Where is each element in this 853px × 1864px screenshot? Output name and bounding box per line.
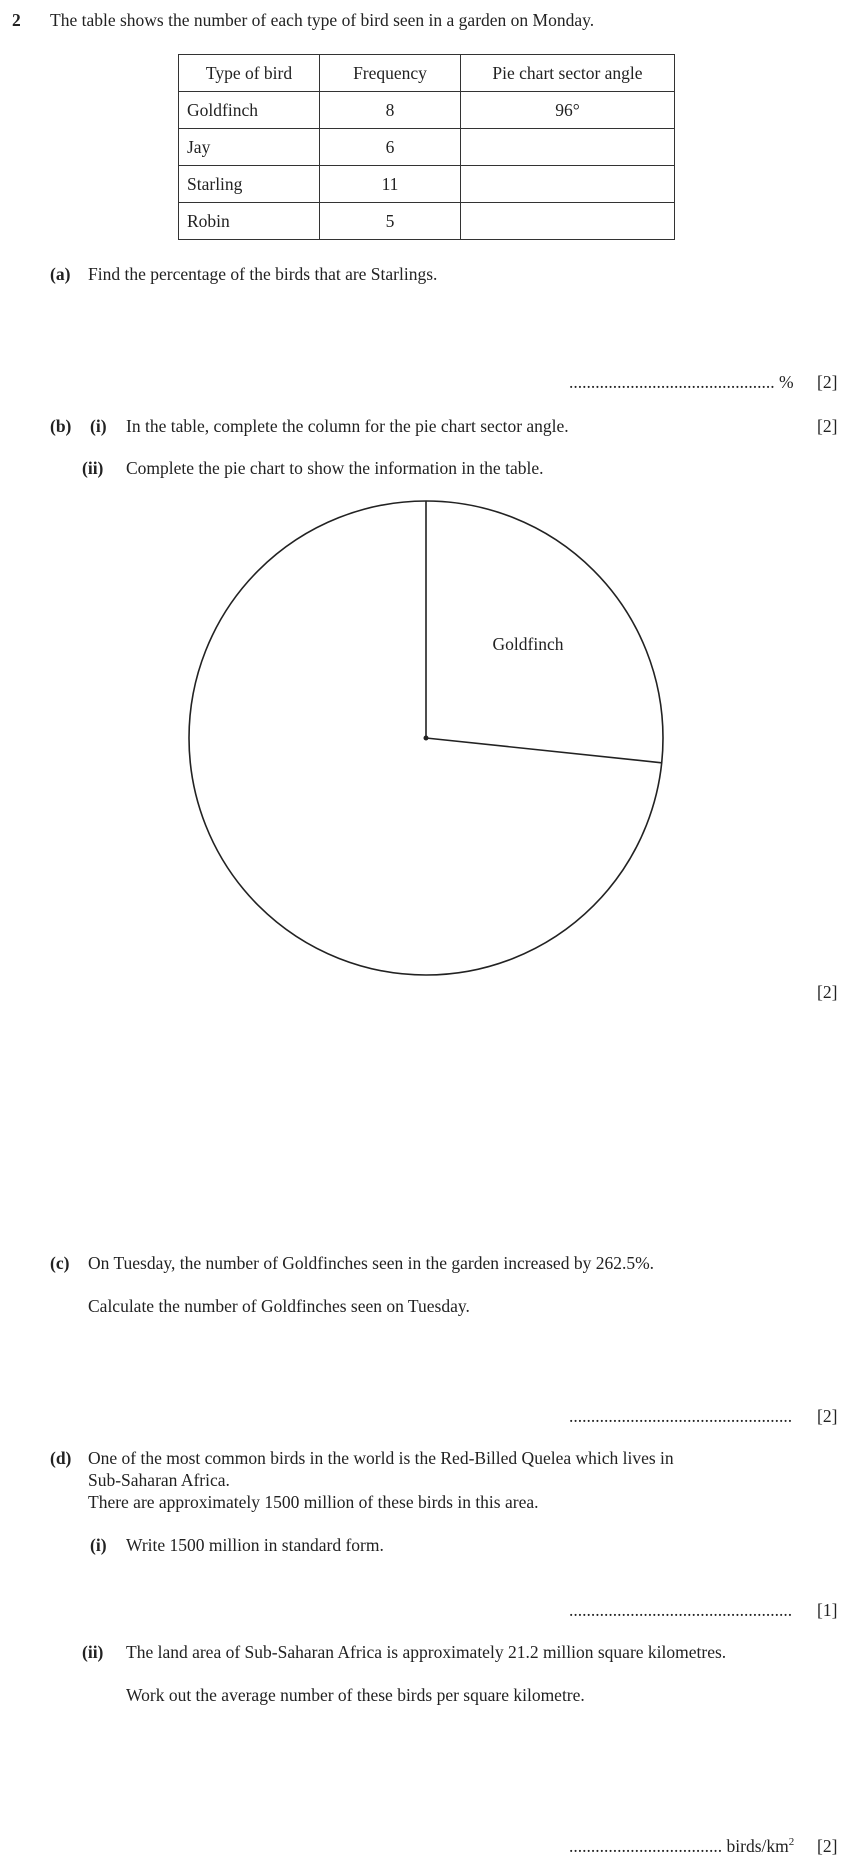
- bird-frequency-table: [178, 54, 675, 240]
- part-b-i-marks: [2]: [817, 416, 838, 436]
- bird-frequency: 6: [320, 129, 461, 166]
- answer-dots: ...............................................: [569, 372, 775, 392]
- bird-name: Starling: [179, 166, 320, 203]
- part-b-label: (b): [50, 416, 72, 436]
- bird-frequency: 8: [320, 92, 461, 129]
- part-c-label: (c): [50, 1253, 70, 1273]
- question-number: 2: [12, 10, 21, 30]
- sector-angle-cell[interactable]: 96°: [461, 92, 675, 129]
- part-d-i-text: Write 1500 million in standard form.: [126, 1535, 384, 1555]
- part-d-line-1: One of the most common birds in the world is the Red-Billed Quelea which lives in: [88, 1448, 674, 1468]
- part-c-text-1: On Tuesday, the number of Goldfinches seen in the garden increased by 262.5%.: [88, 1253, 655, 1273]
- part-d-ii-text-2: Work out the average number of these birds per square kilometre.: [126, 1685, 585, 1705]
- pie-chart[interactable]: [0, 500, 853, 990]
- part-d-ii-answer-line[interactable]: [569, 1836, 794, 1857]
- sector-angle-cell[interactable]: [461, 129, 675, 166]
- percent-unit: %: [779, 372, 794, 392]
- pie-slice-label: Goldfinch: [492, 634, 564, 654]
- table-row: [179, 166, 675, 203]
- part-a-marks: [2]: [817, 372, 838, 392]
- table-row: [179, 92, 675, 129]
- part-a-text: Find the percentage of the birds that are Starlings.: [88, 264, 438, 284]
- part-d-i-label: (i): [90, 1535, 107, 1555]
- unit-superscript: 2: [788, 1836, 795, 1849]
- part-c-marks: [2]: [817, 1406, 838, 1426]
- part-d-line-3: There are approximately 1500 million of these birds in this area.: [88, 1492, 539, 1512]
- part-b-ii-text: Complete the pie chart to show the information in the table.: [126, 458, 544, 478]
- part-d-i-answer-line[interactable]: [569, 1600, 792, 1621]
- bird-name: Goldfinch: [179, 92, 320, 129]
- part-b-i-text: In the table, complete the column for the pie chart sector angle.: [126, 416, 569, 436]
- table-row: [179, 129, 675, 166]
- part-d-line-2: Sub-Saharan Africa.: [88, 1470, 230, 1490]
- pie-radius-line: [426, 738, 662, 763]
- part-d-label: (d): [50, 1448, 72, 1468]
- pie-centre-point: [424, 736, 429, 741]
- sector-angle-cell[interactable]: [461, 203, 675, 240]
- question-intro: The table shows the number of each type of bird seen in a garden on Monday.: [50, 10, 595, 30]
- part-c-answer-line[interactable]: [569, 1406, 792, 1427]
- bird-frequency: 5: [320, 203, 461, 240]
- header-frequency: Frequency: [320, 55, 461, 92]
- answer-dots: ...................................................: [569, 1406, 793, 1426]
- part-d-ii-marks: [2]: [817, 1836, 838, 1856]
- sector-angle-cell[interactable]: [461, 166, 675, 203]
- part-b-ii-marks: [2]: [817, 982, 838, 1002]
- part-d-ii-text-1: The land area of Sub-Saharan Africa is approximately 21.2 million square kilometres.: [126, 1642, 727, 1662]
- answer-dots: ...................................................: [569, 1600, 793, 1620]
- bird-name: Robin: [179, 203, 320, 240]
- part-d-i-marks: [1]: [817, 1600, 838, 1620]
- part-a-answer-line[interactable]: [569, 372, 794, 393]
- part-b-i-label: (i): [90, 416, 107, 436]
- part-b-ii-label: (ii): [82, 458, 104, 478]
- unit-text: birds/km: [726, 1836, 789, 1856]
- header-type-of-bird: Type of bird: [179, 55, 320, 92]
- header-sector-angle: Pie chart sector angle: [461, 55, 675, 92]
- part-a-label: (a): [50, 264, 71, 284]
- answer-dots: ...................................: [569, 1836, 723, 1856]
- part-c-text-2: Calculate the number of Goldfinches seen on Tuesday.: [88, 1296, 470, 1316]
- bird-frequency: 11: [320, 166, 461, 203]
- unit-birds-per-km: [727, 1836, 795, 1856]
- part-d-ii-label: (ii): [82, 1642, 104, 1662]
- table-header-row: [179, 55, 675, 92]
- table-row: [179, 203, 675, 240]
- bird-name: Jay: [179, 129, 320, 166]
